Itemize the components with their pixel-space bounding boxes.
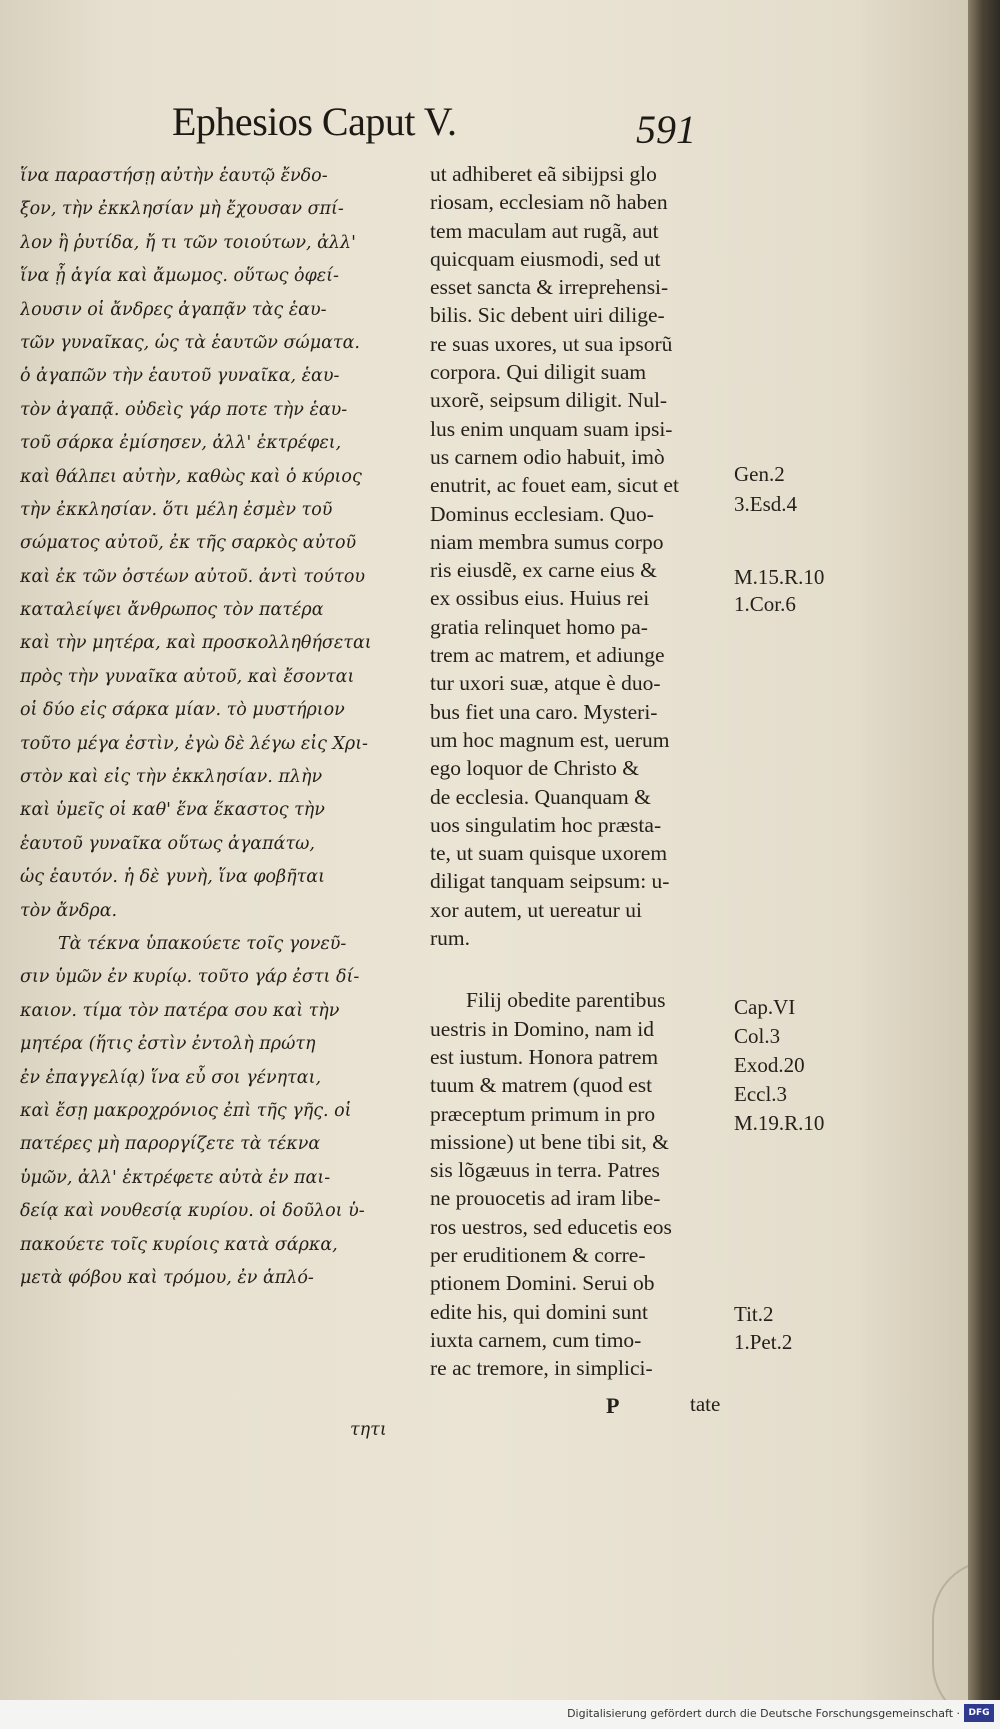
margin-ref: Gen.2 — [734, 462, 785, 486]
greek-line: ἑαυτοῦ γυναῖκα οὕτως ἀγαπάτω, — [20, 833, 315, 854]
catchword: tate — [690, 1392, 721, 1416]
latin-line: per eruditionem & corre- — [430, 1242, 646, 1267]
greek-line: πατέρες μὴ παροργίζετε τὰ τέκνα — [20, 1134, 321, 1155]
greek-line: ἐν ἐπαγγελίᾳ) ἵνα εὖ σοι γένηται, — [20, 1067, 322, 1088]
latin-line: est iustum. Honora patrem — [430, 1044, 659, 1069]
page-curl — [932, 1560, 968, 1700]
greek-line: τὸν ἀγαπᾷ. οὐδεὶς γάρ ποτε τὴν ἑαυ- — [20, 399, 348, 420]
page-number: 591 — [636, 107, 696, 152]
greek-line: ἵνα ᾖ ἁγία καὶ ἄμωμος. οὕτως ὀφεί- — [20, 266, 339, 287]
latin-line: tuum & matrem (quod est — [430, 1073, 653, 1098]
latin-line: bus fiet una caro. Mysteri- — [430, 699, 658, 724]
margin-ref: Exod.20 — [734, 1053, 805, 1077]
margin-ref: Col.3 — [734, 1024, 781, 1048]
margin-ref: Cap.VI — [734, 995, 796, 1019]
latin-line: Filij obedite parentibus — [466, 988, 666, 1013]
greek-line: τοῦτο μέγα ἐστὶν, ἐγὼ δὲ λέγω εἰς Χρι- — [20, 733, 368, 754]
latin-line: uestris in Domino, nam id — [430, 1016, 654, 1041]
greek-line: καὶ τὴν μητέρα, καὶ προσκολληθήσεται — [20, 633, 372, 654]
paragraph-gap — [430, 952, 730, 986]
latin-line: niam membra sumus corpo — [430, 529, 664, 554]
greek-line: σώματος αὐτοῦ, ἐκ τῆς σαρκὸς αὐτοῦ — [20, 533, 357, 554]
greek-line: μετὰ φόβου καὶ τρόμου, ἐν ἁπλό- — [20, 1267, 314, 1288]
latin-line: bilis. Sic debent uiri dilige- — [430, 303, 665, 328]
greek-line: λον ἢ ῥυτίδα, ἤ τι τῶν τοιούτων, ἀλλ' — [20, 232, 356, 253]
latin-line: ne prouocetis ad iram libe- — [430, 1186, 661, 1211]
greek-line: ἵνα παραστήσῃ αὐτὴν ἑαυτῷ ἔνδο- — [20, 166, 328, 186]
latin-line: edite his, qui domini sunt — [430, 1299, 648, 1324]
latin-line: tem maculam aut rugã, aut — [430, 218, 659, 243]
latin-line: uxorẽ, seipsum diligit. Nul- — [430, 388, 668, 413]
greek-line: ὑμῶν, ἀλλ' ἐκτρέφετε αὐτὰ ἐν παι- — [20, 1167, 331, 1188]
book-edge — [968, 0, 1000, 1700]
latin-line: Dominus ecclesiam. Quo- — [430, 501, 654, 526]
latin-line: lus enim unquam suam ipsi- — [430, 416, 673, 441]
latin-line: ut adhiberet eã sibijpsi glo — [430, 162, 657, 186]
greek-line: καὶ ἔσῃ μακροχρόνιος ἐπὶ τῆς γῆς. οἱ — [20, 1100, 352, 1121]
greek-line: καὶ ἐκ τῶν ὀστέων αὐτοῦ. ἀντὶ τούτου — [20, 566, 366, 587]
greek-line: σιν ὑμῶν ἐν κυρίῳ. τοῦτο γάρ ἐστι δί- — [20, 967, 360, 988]
greek-line: μητέρα (ἥτις ἐστὶν ἐντολὴ πρώτη — [20, 1034, 316, 1055]
latin-line: us carnem odio habuit, imò — [430, 444, 665, 469]
greek-line: τῶν γυναῖκας, ὡς τὰ ἑαυτῶν σώματα. — [20, 332, 360, 353]
latin-line: missione) ut bene tibi sit, & — [430, 1129, 669, 1154]
latin-line: tur uxori suæ, atque è duo- — [430, 671, 661, 696]
greek-line: τὸν ἄνδρα. — [20, 900, 118, 921]
margin-ref: 1.Cor.6 — [734, 592, 796, 616]
margin-ref: M.15.R.10 — [734, 565, 825, 589]
latin-text-column — [430, 160, 730, 1382]
latin-line: sis lõgæuus in terra. Patres — [430, 1158, 660, 1183]
latin-line: gratia relinquet homo pa- — [430, 614, 648, 639]
latin-line: ros uestros, sed educetis eos — [430, 1214, 672, 1239]
latin-line: xor autem, ut uereatur ui — [430, 897, 642, 922]
latin-line: trem ac matrem, et adiunge — [430, 643, 665, 668]
greek-line: στὸν καὶ εἰς τὴν ἐκκλησίαν. πλὴν — [20, 767, 323, 788]
latin-line: diligat tanquam seipsum: u- — [430, 869, 670, 894]
greek-line: ὡς ἑαυτόν. ἡ δὲ γυνὴ, ἵνα φοβῆται — [20, 867, 325, 888]
margin-ref: Tit.2 — [734, 1302, 774, 1326]
greek-line: καταλείψει ἄνθρωπος τὸν πατέρα — [20, 600, 324, 621]
latin-line: quicquam eiusmodi, sed ut — [430, 246, 661, 271]
margin-ref: Eccl.3 — [734, 1082, 788, 1106]
latin-line: corpora. Qui diligit suam — [430, 360, 647, 385]
latin-line: re suas uxores, ut sua ipsorũ — [430, 331, 673, 356]
greek-line: τοῦ σάρκα ἐμίσησεν, ἀλλ' ἐκτρέφει, — [20, 433, 342, 454]
greek-line: οἱ δύο εἰς σάρκα μίαν. τὸ μυστήριον — [20, 700, 345, 721]
latin-line: iuxta carnem, cum timo- — [430, 1327, 642, 1352]
latin-line: præceptum primum in pro — [430, 1101, 656, 1126]
latin-line: uos singulatim hoc præsta- — [430, 812, 662, 837]
latin-line: ego loquor de Christo & — [430, 756, 640, 781]
greek-line: πρὸς τὴν γυναῖκα αὐτοῦ, καὶ ἔσονται — [20, 666, 355, 687]
greek-line: τὴν ἐκκλησίαν. ὅτι μέλη ἐσμὲν τοῦ — [20, 499, 333, 520]
greek-line: δείᾳ καὶ νουθεσίᾳ κυρίου. οἱ δοῦλοι ὑ- — [20, 1201, 365, 1222]
greek-line: πακούετε τοῖς κυρίοις κατὰ σάρκα, — [20, 1234, 338, 1255]
latin-line: re ac tremore, in simplici- — [430, 1356, 653, 1381]
greek-catchword: τητι — [350, 1420, 387, 1440]
latin-line: te, ut suam quisque uxorem — [430, 841, 668, 866]
greek-line: ὁ ἀγαπῶν τὴν ἑαυτοῦ γυναῖκα, ἑαυ- — [20, 366, 340, 387]
greek-line: καὶ θάλπει αὐτὴν, καθὼς καὶ ὁ κύριος — [20, 466, 362, 487]
latin-line: ris eiusdẽ, ex carne eius & — [430, 558, 657, 583]
greek-line: λουσιν οἱ ἄνδρες ἀγαπᾷν τὰς ἑαυ- — [20, 299, 327, 320]
margin-ref: 1.Pet.2 — [734, 1330, 793, 1354]
latin-line: rum. — [430, 926, 471, 951]
latin-line: esset sancta & irreprehensi- — [430, 275, 669, 300]
latin-line: riosam, ecclesiam nõ haben — [430, 190, 668, 215]
dfg-logo: DFG — [964, 1704, 994, 1722]
latin-line: um hoc magnum est, uerum — [430, 727, 670, 752]
greek-line: Τὰ τέκνα ὑπακούετε τοῖς γονεῦ- — [58, 933, 347, 954]
greek-text-column — [20, 160, 412, 1295]
greek-line: ξον, τὴν ἐκκλησίαν μὴ ἔχουσαν σπί- — [20, 199, 344, 220]
latin-line: enutrit, ac fouet eam, sicut et — [430, 473, 679, 498]
margin-ref: M.19.R.10 — [734, 1111, 825, 1135]
greek-line: καιον. τίμα τὸν πατέρα σου καὶ τὴν — [20, 1000, 340, 1021]
latin-line: ex ossibus eius. Huius rei — [430, 586, 650, 611]
latin-line: ptionem Domini. Serui ob — [430, 1271, 655, 1296]
greek-line: καὶ ὑμεῖς οἱ καθ' ἕνα ἕκαστος τὴν — [20, 800, 325, 821]
signature-mark: P — [606, 1393, 620, 1418]
footer-credit: Digitalisierung gefördert durch die Deutsche Forschungsgemeinschaft · — [567, 1707, 960, 1720]
latin-line: de ecclesia. Quanquam & — [430, 784, 651, 809]
running-head: Ephesios Caput V. — [172, 99, 457, 144]
margin-ref: 3.Esd.4 — [734, 492, 797, 516]
